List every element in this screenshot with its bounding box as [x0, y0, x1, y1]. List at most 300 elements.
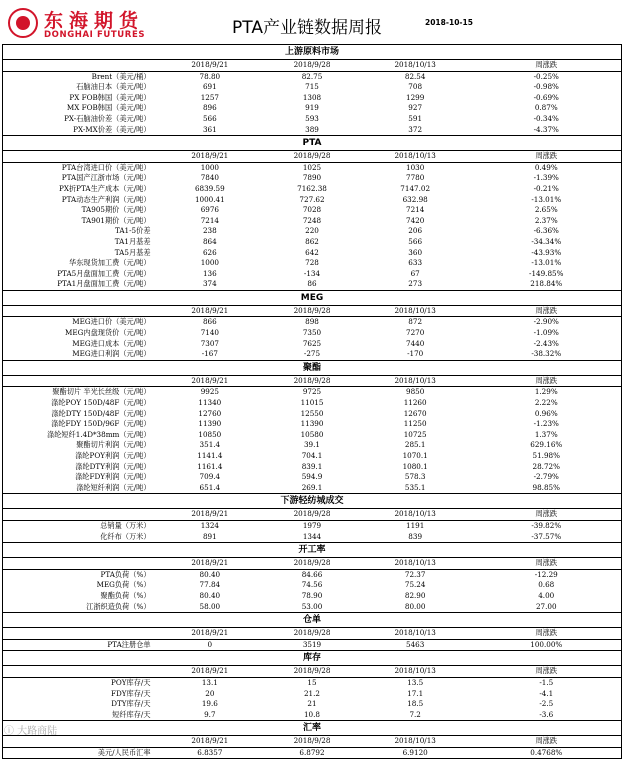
table-cell: 896	[202, 103, 217, 113]
table-cell: 7307	[200, 338, 219, 348]
column-header: 周涨跌	[535, 509, 558, 519]
table-cell: 1257	[200, 92, 219, 102]
table-cell: -0.21%	[533, 183, 559, 193]
column-header: 2018/9/21	[191, 736, 229, 746]
table-row	[3, 398, 621, 409]
table-cell: 220	[305, 226, 319, 236]
table-cell: 11340	[198, 398, 222, 408]
table-cell: 566	[408, 236, 423, 246]
table-row	[3, 269, 621, 280]
table-cell: -2.90%	[533, 317, 559, 327]
row-label: MEG进口价（美元/吨）	[72, 317, 151, 327]
table-cell: 1979	[302, 520, 322, 530]
table-cell: 13.5	[407, 677, 424, 687]
table-cell: -0.34%	[533, 113, 559, 123]
column-header-blank	[3, 509, 155, 520]
table-cell: 1070.1	[402, 451, 428, 460]
row-label: PX-石脑油价差（美元/吨）	[64, 113, 151, 123]
row-label: 涤纶FDY 150D/96F（元/吨）	[51, 419, 151, 429]
column-header-row	[3, 509, 621, 521]
table-cell: 238	[202, 226, 217, 236]
table-cell: 13.1	[201, 677, 218, 687]
table-cell: -12.29	[534, 569, 558, 579]
section-header: 开工率	[3, 542, 621, 558]
column-header: 2018/9/28	[293, 305, 331, 315]
table-cell: 20	[205, 688, 215, 698]
column-header: 周涨跌	[535, 628, 558, 638]
table-cell: 2.22%	[534, 398, 558, 408]
table-cell: 4.00	[538, 590, 555, 600]
table-cell: 7147.02	[400, 183, 431, 193]
table-row	[3, 279, 621, 290]
table-cell: 98.85%	[532, 482, 560, 492]
row-label: PX-MX价差（美元/吨）	[73, 124, 151, 134]
report-date: 2018-10-15	[425, 18, 473, 27]
table-cell: 80.40	[199, 569, 221, 579]
table-cell: 839.1	[301, 461, 323, 471]
table-cell: 53.00	[301, 601, 323, 611]
table-cell: 136	[202, 268, 217, 278]
table-cell: 7890	[302, 173, 322, 183]
row-label: 江浙织造负荷（%）	[86, 601, 151, 611]
table-row	[3, 710, 621, 721]
table-cell: 7270	[406, 328, 425, 338]
table-cell: 1.37%	[534, 429, 558, 439]
table-cell: 72.37	[404, 569, 426, 579]
section-header: 仓单	[3, 612, 621, 628]
row-label: 聚酯切片利润（元/吨）	[76, 440, 151, 450]
table-cell: 1324	[200, 520, 219, 530]
table-row	[3, 114, 621, 125]
column-header-blank	[3, 558, 155, 569]
table-cell: 28.72%	[532, 461, 560, 471]
table-cell: -167	[201, 349, 218, 359]
column-header: 周涨跌	[535, 305, 558, 315]
table-cell: 1025	[302, 162, 322, 172]
table-cell: 1.29%	[534, 387, 558, 397]
table-cell: 864	[202, 236, 217, 246]
table-cell: 351.4	[199, 440, 221, 450]
table-cell: 0.68	[538, 580, 555, 590]
table-row	[3, 591, 621, 602]
table-cell: 27.00	[535, 601, 557, 611]
table-row	[3, 163, 621, 174]
table-cell: 7420	[406, 215, 425, 225]
column-header: 周涨跌	[535, 666, 558, 676]
table-cell: 100.00%	[530, 639, 563, 649]
table-cell: 566	[202, 113, 217, 123]
row-label: PTA注册仓单	[107, 639, 151, 649]
table-cell: -275	[303, 349, 321, 359]
table-row	[3, 248, 621, 259]
table-cell: 10725	[403, 429, 427, 439]
table-row	[3, 184, 621, 195]
table-cell: 360	[408, 247, 423, 257]
column-header: 周涨跌	[535, 558, 558, 568]
column-header: 2018/9/28	[293, 151, 331, 161]
column-header: 周涨跌	[535, 60, 558, 69]
column-header: 2018/10/13	[394, 509, 436, 519]
table-cell: 7780	[406, 173, 425, 183]
table-cell: 593	[305, 113, 319, 123]
logo-english-name: DONGHAI FUTURES	[44, 30, 146, 40]
table-cell: 389	[305, 124, 319, 134]
row-label: FDY库存/天	[111, 688, 151, 698]
table-row	[3, 349, 621, 360]
column-header: 2018/9/28	[293, 509, 331, 519]
column-header-blank	[3, 306, 155, 317]
table-row	[3, 462, 621, 473]
table-cell: 11015	[300, 398, 324, 408]
table-cell: 919	[305, 103, 319, 113]
row-label: MEG进口成本（元/吨）	[72, 338, 151, 348]
table-cell: 9725	[302, 387, 322, 397]
table-cell: 1344	[302, 531, 322, 541]
table-row	[3, 317, 621, 328]
table-row	[3, 237, 621, 248]
column-header-row	[3, 736, 621, 748]
column-header: 周涨跌	[535, 151, 558, 161]
table-cell: 1000	[200, 162, 219, 172]
section-header: 下游轻纺城成交	[3, 493, 621, 509]
table-cell: 0.4768%	[530, 747, 563, 757]
column-header: 2018/10/13	[394, 666, 436, 676]
table-cell: 927	[408, 103, 423, 113]
table-row	[3, 173, 621, 184]
column-header-blank	[3, 376, 155, 387]
table-cell: 898	[305, 317, 319, 327]
row-label: PTA1月盘面加工费（元/吨）	[57, 279, 151, 289]
table-cell: -0.25%	[533, 71, 559, 81]
table-cell: 872	[408, 317, 423, 327]
table-row	[3, 82, 621, 93]
row-label: PX折PTA生产成本（元/吨）	[59, 183, 151, 193]
row-label: 聚酯切片 半光长丝级（元/吨）	[52, 387, 151, 397]
table-row	[3, 216, 621, 227]
row-label: 涤纶FDY利润（元/吨）	[75, 472, 151, 482]
table-cell: 1191	[406, 520, 425, 530]
table-row	[3, 678, 621, 689]
row-label: 涤纶短纤利润（元/吨）	[76, 482, 151, 492]
table-row	[3, 640, 621, 651]
row-label: Brent（美元/桶）	[91, 71, 151, 81]
table-row	[3, 532, 621, 543]
table-cell: 206	[408, 226, 423, 236]
column-header-blank	[3, 151, 155, 162]
column-header: 2018/10/13	[394, 60, 436, 69]
table-cell: 10850	[198, 429, 222, 439]
table-cell: 9925	[200, 387, 219, 397]
table-row	[3, 580, 621, 591]
table-cell: 75.24	[404, 580, 426, 590]
column-header: 2018/10/13	[394, 151, 436, 161]
column-header: 2018/9/28	[293, 666, 331, 676]
table-cell: 74.56	[301, 580, 323, 590]
report-title: PTA产业链数据周报	[232, 18, 382, 38]
row-label: 涤纶DTY利润（元/吨）	[75, 461, 151, 471]
table-cell: 891	[202, 531, 217, 541]
logo-emblem-icon	[8, 8, 38, 38]
row-label: 聚酯负荷（%）	[100, 590, 151, 600]
table-cell: 708	[408, 82, 423, 92]
column-header-row	[3, 628, 621, 640]
column-header: 2018/10/13	[394, 558, 436, 568]
table-cell: 578.3	[404, 472, 426, 482]
table-row	[3, 521, 621, 532]
table-row	[3, 472, 621, 483]
row-label: 涤纶POY利润（元/吨）	[75, 451, 151, 460]
table-row	[3, 699, 621, 710]
table-cell: 1000.41	[194, 194, 225, 204]
table-cell: 1141.4	[197, 451, 223, 460]
table-row	[3, 483, 621, 494]
table-cell: -1.09%	[533, 328, 559, 338]
table-row	[3, 689, 621, 700]
row-label: MEG负荷（%）	[96, 580, 151, 590]
table-cell: 7248	[302, 215, 322, 225]
column-header-blank	[3, 60, 155, 71]
table-cell: -2.79%	[533, 472, 559, 482]
table-cell: 84.66	[301, 569, 323, 579]
table-cell: 862	[305, 236, 319, 246]
table-row	[3, 328, 621, 339]
table-cell: 17.1	[407, 688, 424, 698]
column-header: 2018/9/21	[191, 666, 229, 676]
table-cell: 12760	[198, 408, 222, 418]
table-cell: 715	[305, 82, 319, 92]
table-cell: 11250	[403, 419, 427, 429]
table-cell: 285.1	[404, 440, 426, 450]
table-cell: -13.01%	[531, 258, 562, 268]
table-cell: 2.65%	[534, 205, 558, 215]
table-cell: 374	[202, 279, 217, 289]
column-header-blank	[3, 628, 155, 639]
table-row	[3, 93, 621, 104]
section-header: PTA	[3, 135, 621, 151]
table-cell: 51.98%	[532, 451, 560, 460]
column-header-row	[3, 558, 621, 570]
row-label: 总销量（万米）	[100, 520, 151, 530]
table-cell: -170	[407, 349, 424, 359]
table-row	[3, 72, 621, 83]
row-label: MX FOB韩国（美元/吨）	[66, 103, 151, 113]
table-row	[3, 339, 621, 350]
table-cell: 1161.4	[197, 461, 223, 471]
table-cell: 361	[202, 124, 217, 134]
row-label: 华东现货加工费（元/吨）	[69, 258, 151, 268]
table-cell: -6.36%	[533, 226, 559, 236]
table-cell: 629.16%	[530, 440, 563, 450]
table-cell: 1080.1	[402, 461, 428, 471]
table-cell: 0.96%	[534, 408, 558, 418]
table-cell: 80.00	[404, 601, 426, 611]
row-label: PTA5月盘面加工费（元/吨）	[57, 268, 151, 278]
table-row	[3, 103, 621, 114]
row-label: 石脑油日本（美元/吨）	[76, 82, 151, 92]
table-row	[3, 195, 621, 206]
column-header: 2018/10/13	[394, 305, 436, 315]
table-cell: 39.1	[303, 440, 320, 450]
table-row	[3, 430, 621, 441]
table-cell: 15	[307, 677, 317, 687]
table-cell: 7214	[406, 205, 425, 215]
column-header: 2018/9/21	[191, 151, 229, 161]
table-cell: 12550	[300, 408, 324, 418]
table-cell: 591	[408, 113, 423, 123]
column-header: 2018/9/21	[191, 628, 229, 638]
table-row	[3, 387, 621, 398]
table-cell: 6839.59	[194, 183, 225, 193]
row-label: PTA台湾进口价（美元/吨）	[61, 162, 151, 172]
table-cell: 9.7	[204, 709, 216, 719]
table-cell: 7625	[302, 338, 322, 348]
table-cell: 727.62	[299, 194, 325, 204]
column-header: 2018/9/28	[293, 628, 331, 638]
table-cell: 67	[410, 268, 420, 278]
table-cell: 273	[408, 279, 423, 289]
column-header: 2018/9/21	[191, 509, 229, 519]
column-header: 周涨跌	[535, 736, 558, 746]
table-cell: -38.32%	[531, 349, 562, 359]
table-cell: 626	[202, 247, 217, 257]
table-cell: 21	[307, 699, 317, 709]
table-cell: 642	[305, 247, 319, 257]
table-cell: -0.69%	[533, 92, 559, 102]
row-label: PX FOB韩国（美元/吨）	[69, 92, 151, 102]
table-cell: 82.54	[404, 71, 426, 81]
company-logo	[8, 6, 168, 42]
table-cell: -3.6	[539, 709, 554, 719]
table-cell: -39.82%	[531, 520, 562, 530]
table-cell: -13.01%	[531, 194, 562, 204]
table-cell: 866	[202, 317, 217, 327]
column-header: 2018/9/21	[191, 558, 229, 568]
table-cell: -43.93%	[531, 247, 562, 257]
row-label: 短纤库存/天	[112, 709, 151, 719]
data-table	[2, 44, 622, 759]
table-cell: 78.90	[301, 590, 323, 600]
watermark: ⓘ 大路商陆	[4, 726, 58, 737]
row-label: MEG内盘现货价（元/吨）	[65, 328, 151, 338]
column-header: 2018/9/28	[293, 375, 331, 385]
table-cell: -134	[303, 268, 321, 278]
column-header: 2018/9/21	[191, 60, 229, 69]
table-row	[3, 440, 621, 451]
table-cell: 633	[408, 258, 423, 268]
table-cell: 839	[408, 531, 423, 541]
table-cell: 6976	[200, 205, 219, 215]
table-cell: 10.8	[303, 709, 320, 719]
table-cell: -1.23%	[533, 419, 559, 429]
section-header: MEG	[3, 290, 621, 306]
table-cell: 82.90	[404, 590, 426, 600]
table-cell: 58.00	[199, 601, 221, 611]
column-header: 2018/9/21	[191, 375, 229, 385]
row-label: DTY库存/天	[111, 699, 151, 709]
column-header-row	[3, 666, 621, 678]
table-cell: 21.2	[303, 688, 320, 698]
table-cell: 0	[207, 639, 213, 649]
table-cell: -149.85%	[529, 268, 564, 278]
row-label: PTA动态生产利润（元/吨）	[61, 194, 151, 204]
table-cell: 6.8792	[299, 747, 325, 757]
table-cell: 77.84	[199, 580, 221, 590]
column-header-row	[3, 306, 621, 318]
table-cell: 86	[307, 279, 317, 289]
table-cell: 19.6	[201, 699, 218, 709]
table-cell: 11390	[300, 419, 324, 429]
column-header: 2018/9/28	[293, 558, 331, 568]
table-cell: 3519	[302, 639, 322, 649]
table-row	[3, 409, 621, 420]
section-header: 聚酯	[3, 360, 621, 376]
table-row	[3, 226, 621, 237]
column-header-row	[3, 60, 621, 72]
row-label: TA5月基差	[114, 247, 151, 257]
table-cell: -1.5	[539, 677, 554, 687]
table-row	[3, 258, 621, 269]
section-header: 汇率	[3, 720, 621, 736]
table-cell: 7.2	[409, 709, 421, 719]
table-cell: 7140	[200, 328, 219, 338]
table-cell: -2.43%	[533, 338, 559, 348]
table-row	[3, 205, 621, 216]
table-cell: 7214	[200, 215, 219, 225]
logo-chinese-name: 东海期货	[44, 10, 145, 32]
table-row	[3, 451, 621, 462]
table-cell: 1000	[200, 258, 219, 268]
table-cell: 372	[408, 124, 423, 134]
table-row	[3, 570, 621, 581]
row-label: POY库存/天	[111, 677, 151, 687]
table-row	[3, 602, 621, 613]
table-cell: 18.5	[407, 699, 424, 709]
table-cell: 1308	[302, 92, 322, 102]
column-header: 2018/9/21	[191, 305, 229, 315]
table-cell: 11260	[403, 398, 427, 408]
row-label: 涤纶POY 150D/48F（元/吨）	[51, 398, 151, 408]
table-cell: 9850	[406, 387, 425, 397]
table-cell: 1030	[406, 162, 425, 172]
table-cell: 269.1	[301, 482, 323, 492]
table-cell: 6.8357	[197, 747, 223, 757]
table-cell: 0.87%	[534, 103, 558, 113]
table-cell: 11390	[198, 419, 222, 429]
row-label: PTA国产江浙市场（元/吨）	[61, 173, 151, 183]
table-cell: 535.1	[404, 482, 426, 492]
table-cell: 709.4	[199, 472, 221, 482]
table-cell: 704.1	[301, 451, 323, 460]
table-cell: 0.49%	[534, 162, 558, 172]
table-row	[3, 748, 621, 759]
table-cell: -4.1	[539, 688, 554, 698]
row-label: TA1月基差	[114, 236, 151, 246]
table-cell: 728	[305, 258, 319, 268]
table-cell: 5463	[406, 639, 425, 649]
table-cell: -4.37%	[533, 124, 559, 134]
column-header: 周涨跌	[535, 375, 558, 385]
row-label: 美元/人民币汇率	[97, 747, 151, 757]
table-cell: 651.4	[199, 482, 221, 492]
table-cell: 1299	[406, 92, 425, 102]
column-header: 2018/9/28	[293, 60, 331, 69]
report-header	[0, 0, 624, 46]
row-label: TA1-5价差	[114, 226, 151, 236]
column-header: 2018/9/28	[293, 736, 331, 746]
table-cell: 78.80	[199, 71, 221, 81]
table-cell: 7440	[406, 338, 425, 348]
table-cell: 7840	[200, 173, 219, 183]
